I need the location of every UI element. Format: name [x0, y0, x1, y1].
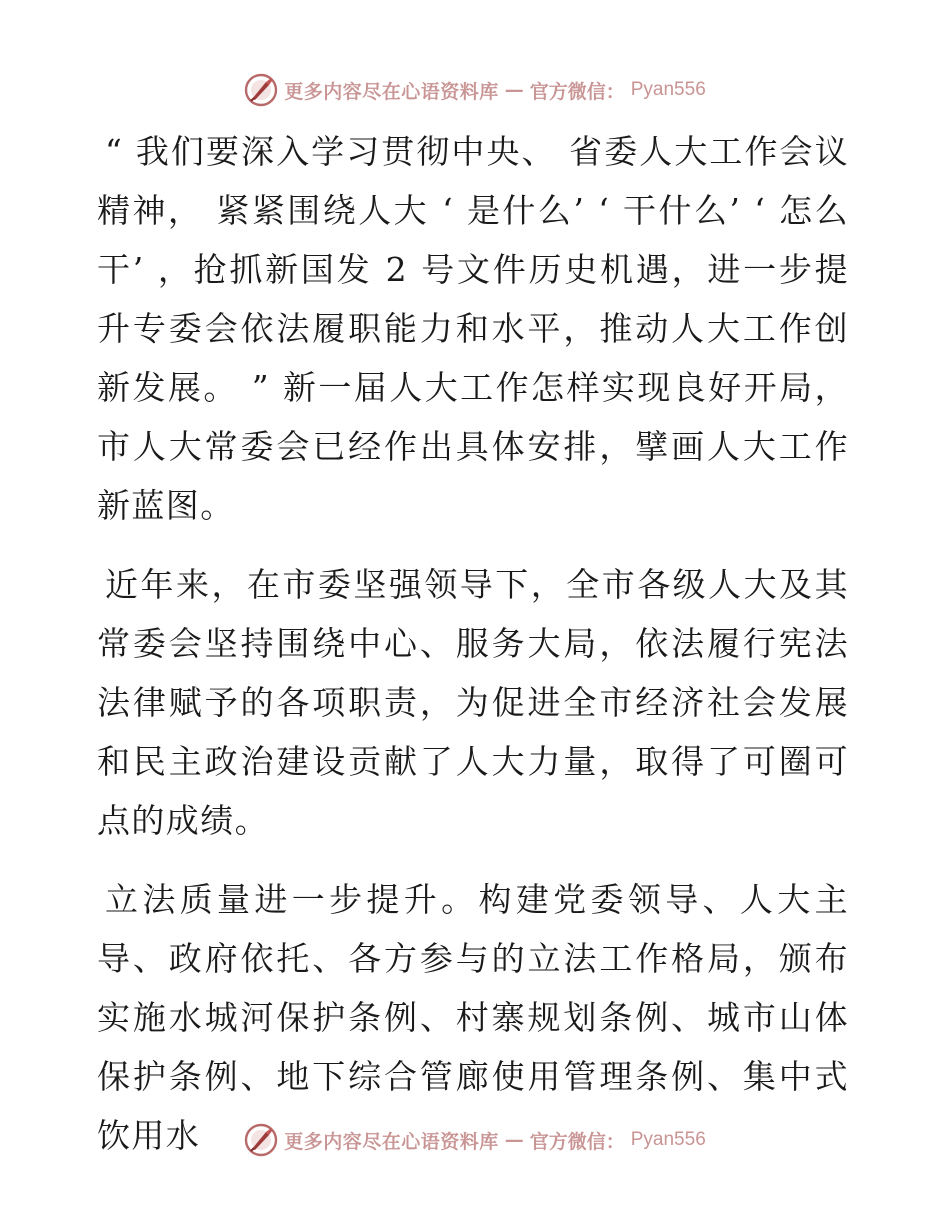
footer-banner-wechat-id: Pyan556 — [630, 1129, 706, 1150]
feather-pen-icon — [244, 1123, 278, 1157]
footer-banner-wechat-label: 官方微信： — [529, 1130, 625, 1153]
document-body — [97, 122, 849, 1165]
paragraph-1: “ 我们要深入学习贯彻中央、 省委人大工作会议精神， 紧紧围绕人大 ‘ 是什么’ ‘ 干什么’ ‘ 怎么干’ ，抢抓新国发 2 号文件历史机遇，进一步提升专委会依法履职能力和水平，推动人大工作创新发展。 ” 新一届人大工作怎样实现良好开局，市人大常委会已经作出具体安排，擘画人大工作新蓝图。 — [97, 132, 849, 525]
paragraph-2: 近年来，在市委坚强领导下，全市各级人大及其常委会坚持围绕中心、服务大局，依法履行宪法法律赋予的各项职责，为促进全市经济社会发展和民主政治建设贡献了人大力量，取得了可圈可点的成绩。 — [97, 565, 849, 840]
header-banner-wechat-label: 官方微信： — [529, 80, 625, 103]
header-watermark-banner — [0, 70, 950, 110]
footer-banner-separator: — — [504, 1129, 524, 1151]
feather-pen-icon — [244, 73, 278, 107]
header-banner-text: 更多内容尽在心语资料库 — [284, 80, 499, 103]
paragraph-3: 立法质量进一步提升。构建党委领导、人大主导、政府依托、各方参与的立法工作格局，颁布实施水城河保护条例、村寨规划条例、城市山体保护条例、地下综合管廊使用管理条例、集中式饮用水 — [97, 880, 849, 1155]
header-banner-wechat-id: Pyan556 — [630, 79, 706, 100]
header-banner-separator: — — [504, 79, 524, 101]
footer-banner-text: 更多内容尽在心语资料库 — [284, 1130, 499, 1153]
footer-watermark-banner — [0, 1120, 950, 1160]
